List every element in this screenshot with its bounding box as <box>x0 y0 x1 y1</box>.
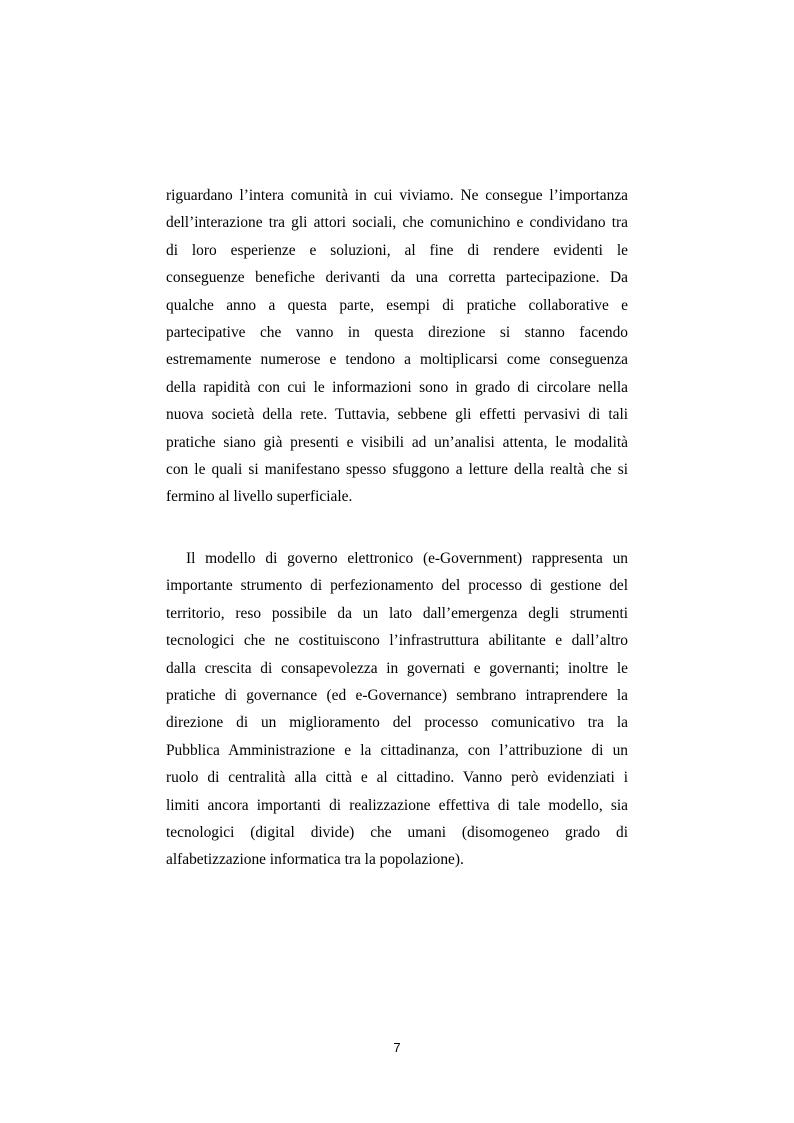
paragraph-1-line-10: pratiche siano già presenti e visibili ad un’analisi attenta, le modalità <box>166 433 628 451</box>
paragraph-1-line-7: estremamente numerose e tendono a moltiplicarsi come conseguenza <box>166 351 628 369</box>
paragraph-1-line-6: partecipative che vanno in questa direzione si stanno facendo <box>166 323 628 341</box>
paragraph-1-line-2: dell’interazione tra gli attori sociali, che comunichino e condividano tra <box>166 214 628 232</box>
paragraph-1-line-1: riguardano l’intera comunità in cui viviamo. Ne consegue l’importanza <box>166 187 628 204</box>
paragraph-2-line-2: importante strumento di perfezionamento del processo di gestione del <box>166 577 628 595</box>
paragraph-2-line-9: ruolo di centralità alla città e al cittadino. Vanno però evidenziati i <box>166 769 628 787</box>
paragraph-1-line-5: qualche anno a questa parte, esempi di pratiche collaborative e <box>166 296 628 314</box>
paragraph-1-line-4: conseguenze benefiche derivanti da una corretta partecipazione. Da <box>166 269 628 287</box>
paragraph-2-line-5: dalla crescita di consapevolezza in governati e governanti; inoltre le <box>166 659 628 677</box>
paragraph-1-line-12: fermino al livello superficiale. <box>166 488 353 506</box>
paragraph-2-line-11: tecnologici (digital divide) che umani (disomogeneo grado di <box>166 823 628 841</box>
paragraph-2 <box>166 549 628 878</box>
paragraph-2-line-6: pratiche di governance (ed e-Governance) sembrano intraprendere la <box>166 686 628 704</box>
page-number: 7 <box>393 1040 401 1055</box>
paragraph-2-line-10: limiti ancora importanti di realizzazione effettiva di tale modello, sia <box>166 796 628 814</box>
paragraph-2-line-7: direzione di un miglioramento del processo comunicativo tra la <box>166 714 628 732</box>
paragraph-1-line-11: con le quali si manifestano spesso sfuggono a letture della realtà che si <box>166 460 628 478</box>
paragraph-2-line-8: Pubblica Amministrazione e la cittadinanza, con l’attribuzione di un <box>166 741 628 759</box>
paragraph-1-line-9: nuova società della rete. Tuttavia, sebbene gli effetti pervasivi di tali <box>166 406 628 424</box>
paragraph-2-line-4: tecnologici che ne costituiscono l’infrastruttura abilitante e dall’altro <box>166 632 628 650</box>
paragraph-2-line-3: territorio, reso possibile da un lato dall’emergenza degli strumenti <box>166 604 628 622</box>
paragraph-1-line-8: della rapidità con cui le informazioni sono in grado di circolare nella <box>166 378 628 396</box>
paragraph-1-line-3: di loro esperienze e soluzioni, al fine di rendere evidenti le <box>166 241 628 259</box>
paragraph-2-line-12: alfabetizzazione informatica tra la popolazione). <box>166 851 464 869</box>
paragraph-1 <box>166 186 628 515</box>
paragraph-2-line-1: Il modello di governo elettronico (e-Government) rappresenta un <box>186 550 628 567</box>
